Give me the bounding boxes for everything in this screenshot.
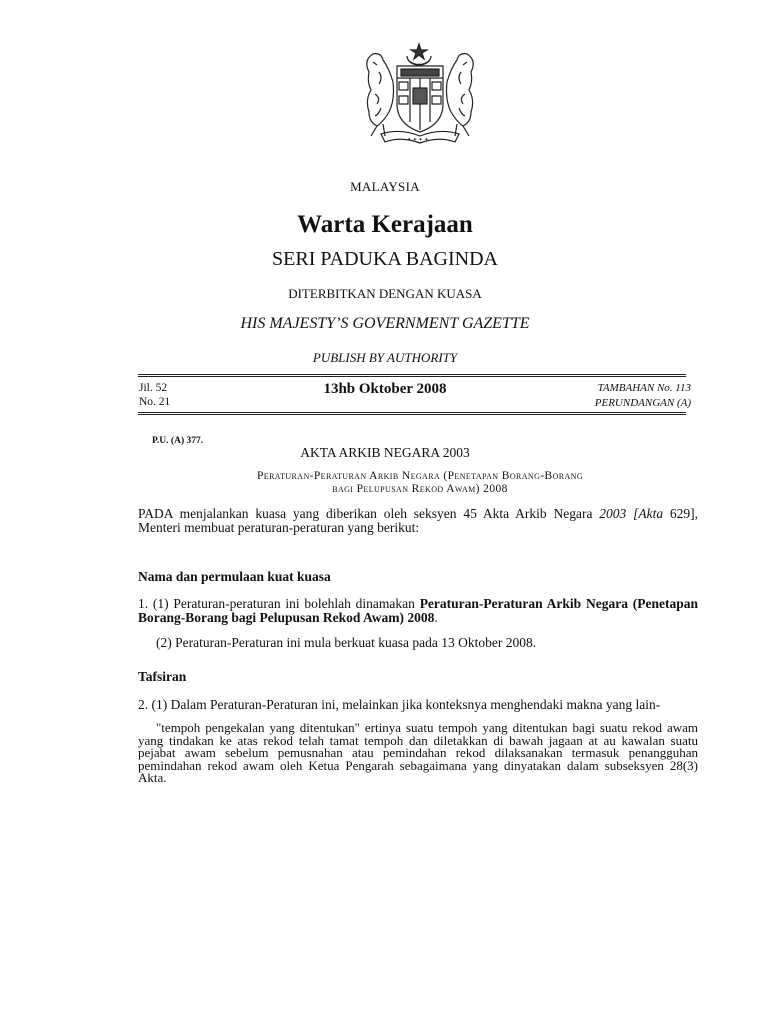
reg-1-1-text-c: .	[434, 610, 438, 625]
gazette-title-english: HIS MAJESTY’S GOVERNMENT GAZETTE	[240, 315, 530, 332]
coat-of-arms-emblem	[355, 42, 485, 144]
published-by-authority-english: PUBLISH BY AUTHORITY	[312, 350, 458, 365]
header-rule-top	[138, 374, 686, 379]
issue-date: 13hb Oktober 2008	[323, 381, 447, 397]
regulation-title	[150, 470, 690, 496]
svg-text:✦ ✦ ✦ ✦: ✦ ✦ ✦ ✦	[407, 137, 429, 143]
country-label: MALAYSIA	[350, 179, 420, 194]
supplement-number: TAMBAHAN No. 113	[597, 382, 691, 394]
reg-1-1-citation-bold: Peraturan-Peraturan Arkib Negara (Penetapan Borang-Borang bagi Pelupusan Rekod Awam) 2008	[138, 596, 698, 625]
regulation-title-line1: Peraturan-Peraturan Arkib Negara (Penetapan Borang-Borang	[256, 470, 584, 482]
volume-label: Jil. 52	[139, 382, 168, 394]
reg-1-1-text-a: 1. (1) Peraturan-peraturan ini bolehlah dinamakan	[138, 596, 420, 611]
supplement-info	[595, 381, 691, 411]
header-rule-bottom	[138, 412, 686, 417]
section-heading-citation: Nama dan permulaan kuat kuasa	[138, 569, 331, 584]
gazette-subtitle: SERI PADUKA BAGINDA	[272, 248, 498, 270]
regulation-2-1: 2. (1) Dalam Peraturan-Peraturan ini, melainkan jika konteksnya menghendaki makna yang lain-	[138, 697, 661, 712]
gazette-title: Warta Kerajaan	[297, 211, 473, 238]
preamble-text-b: 2003 [Akta	[599, 506, 664, 521]
legislation-category: PERUNDANGAN (A)	[594, 397, 691, 409]
regulation-1-2: (2) Peraturan-Peraturan ini mula berkuat kuasa pada 13 Oktober 2008.	[156, 635, 537, 650]
act-title: AKTA ARKIB NEGARA 2003	[300, 445, 470, 460]
preamble-paragraph	[138, 507, 698, 535]
published-by-authority-malay: DITERBITKAN DENGAN KUASA	[288, 286, 482, 301]
preamble-text-a: PADA menjalankan kuasa yang diberikan oleh seksyen 45 Akta Arkib Negara	[138, 506, 600, 521]
preamble-text-c: 629], Menteri membuat peraturan-peraturan yang berikut:	[138, 506, 699, 535]
pu-reference: P.U. (A) 377.	[152, 436, 204, 446]
regulation-title-line2: bagi Pelupusan Rekod Awam) 2008	[332, 483, 508, 495]
section-heading-interpretation: Tafsiran	[138, 669, 187, 684]
issue-number-label: No. 21	[139, 396, 171, 408]
regulation-1-1	[138, 597, 698, 625]
definition-paragraph: "tempoh pengekalan yang ditentukan" ertinya suatu tempoh yang ditentukan bagi suatu rekod awam yang tindakan ke atas rekod telah tamat tempoh dan diletakkan di bawah jagaan at au kawalan suatu pejabat awam sebelum pemusnahan atau pemindahan rekod dilaksanakan termasuk penangguhan pemindahan rekod awam oleh Ketua Pengarah sebagaimana yang dinyatakan dalam subseksyen 28(3) Akta.	[138, 720, 698, 785]
